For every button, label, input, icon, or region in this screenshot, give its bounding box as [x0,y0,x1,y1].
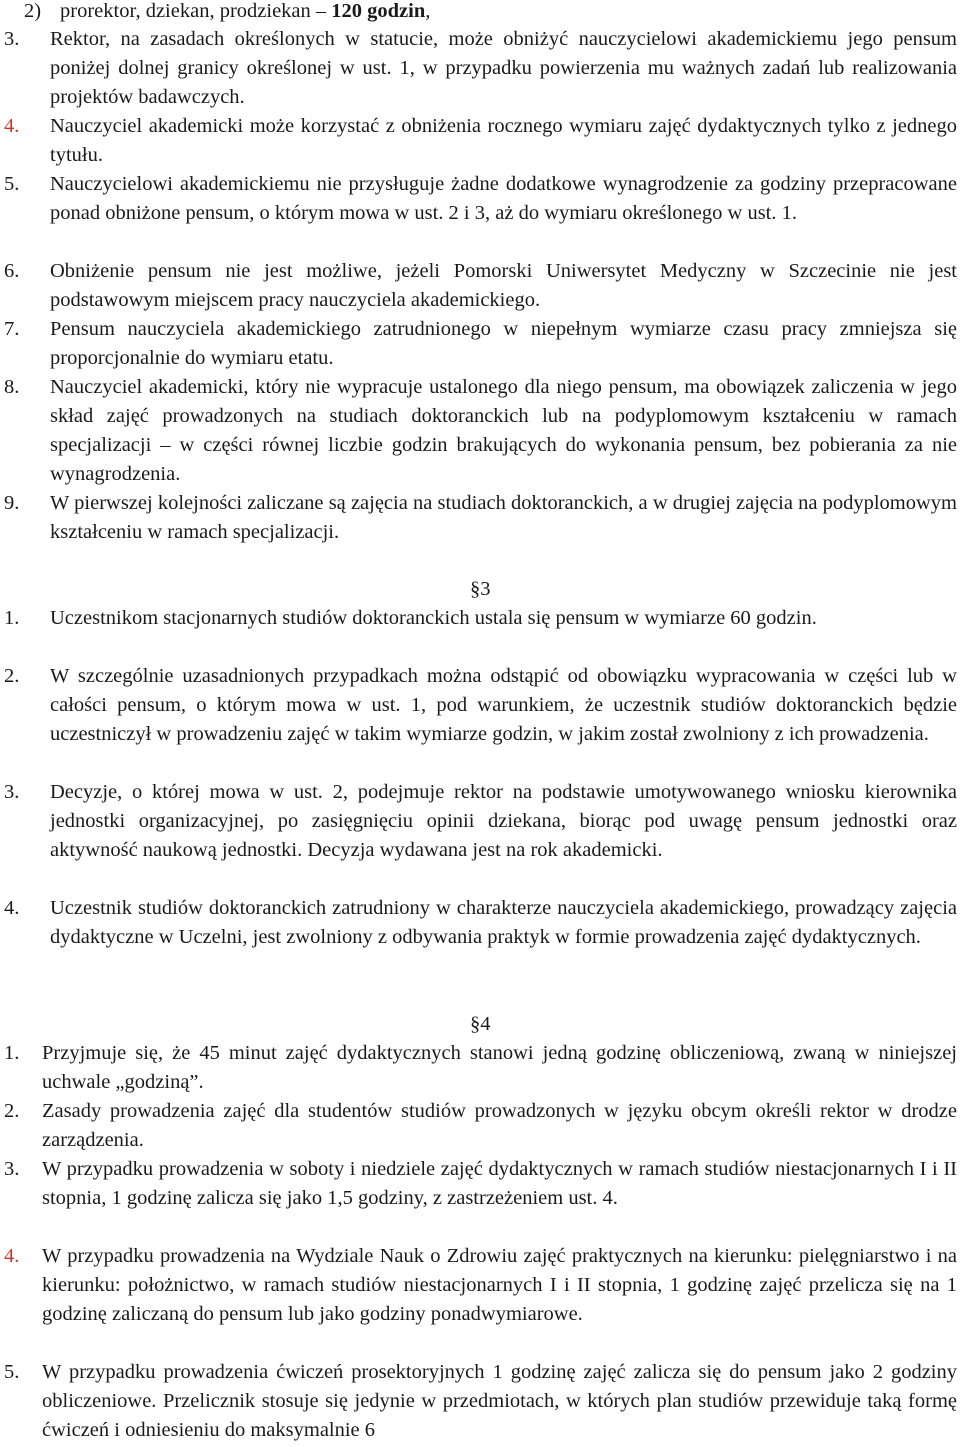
list-item [0,0,950,26]
item-text-end: , [425,0,431,22]
item-text-bold: 120 godzin [331,0,426,22]
item-text: Obniżenie pensum nie jest możliwe, jeżeli Pomorski Uniwersytet Medyczny w Szczecinie nie jest podstawowym miejscem pracy nauczyciela akademickiego. [50,260,957,311]
item-number: 5. [4,1361,20,1383]
item-text: Zasady prowadzenia zajęć dla studentów studiów prowadzonych w języku obcym określi rektor w drodze zarządzenia. [42,1100,957,1151]
list-item [0,894,957,952]
item-number: 4. [4,115,20,137]
item-text: W szczególnie uzasadnionych przypadkach można odstąpić od obowiązku wypracowania w części lub w całości pensum, o którym mowa w ust. 1, pod warunkiem, że uczestnik studiów doktoranckich będzie uczestniczył w prowadzeniu zajęć w takim wymiarze godzin, w jakim został zwolniony z ich prowadzenia. [50,665,957,745]
list-item [0,489,957,547]
item-number: 6. [4,260,20,282]
item-number: 1. [4,1042,20,1064]
list-item [0,315,957,373]
section-heading: §4 [470,1013,491,1035]
list-item [0,662,957,749]
list-item [0,778,957,865]
item-number: 4. [4,897,20,919]
item-number: 1. [4,607,20,629]
list-item [0,170,957,228]
list-item [0,257,957,315]
item-number: 2. [4,1100,20,1122]
item-number: 3. [4,28,20,50]
item-text: Decyzje, o której mowa w ust. 2, podejmuje rektor na podstawie umotywowanego wniosku kierownika jednostki organizacyjnej, po zasięgnięciu opinii dziekana, biorąc pod uwagę pensum jednostki oraz aktywność naukową jednostki. Decyzja wydawana jest na rok akademicki. [50,781,957,861]
item-number: 2) [24,0,42,22]
item-number: 3. [4,1158,20,1180]
item-text: Uczestnik studiów doktoranckich zatrudniony w charakterze nauczyciela akademickiego, prowadzący zajęcia dydaktyczne w Uczelni, jest zwolniony z odbywania praktyk w formie prowadzenia zajęć dydaktycznych. [50,897,957,948]
list-item [0,1242,957,1329]
list-item [0,1039,957,1097]
list-item [0,1155,957,1213]
item-text: Uczestnikom stacjonarnych studiów doktoranckich ustala się pensum w wymiarze 60 godzin. [50,607,817,629]
section-heading: §3 [470,578,491,600]
item-number: 7. [4,318,20,340]
item-number: 8. [4,376,20,398]
list-item [0,373,957,489]
list-item [0,1358,957,1445]
item-text: W przypadku prowadzenia na Wydziale Nauk o Zdrowiu zajęć praktycznych na kierunku: pielęgniarstwo i na kierunku: położnictwo, w ramach studiów niestacjonarnych I i II stopnia, 1 godzinę zajęć przelicza się na 1 godzinę zaliczaną do pensum lub jako godziny ponadwymiarowe. [42,1245,957,1325]
item-text: W pierwszej kolejności zaliczane są zajęcia na studiach doktoranckich, a w drugiej zajęcia na podyplomowym kształceniu w ramach specjalizacji. [50,492,957,543]
item-text: prorektor, dziekan, prodziekan – [60,0,332,22]
item-text: Przyjmuje się, że 45 minut zajęć dydaktycznych stanowi jedną godzinę obliczeniową, zwaną w niniejszej uchwale „godziną”. [42,1042,957,1093]
list-item [0,1097,957,1155]
item-text: Pensum nauczyciela akademickiego zatrudnionego w niepełnym wymiarze czasu pracy zmniejsza się proporcjonalnie do wymiaru etatu. [50,318,957,369]
item-text: Nauczycielowi akademickiemu nie przysługuje żadne dodatkowe wynagrodzenie za godziny przepracowane ponad obniżone pensum, o którym mowa w ust. 2 i 3, aż do wymiaru określonego w ust. 1. [50,173,957,224]
item-number: 2. [4,665,20,687]
item-text: Nauczyciel akademicki, który nie wypracuje ustalonego dla niego pensum, ma obowiązek zaliczenia w jego skład zajęć prowadzonych na studiach doktoranckich lub na podyplomowym kształceniu w ramach specjalizacji – w części równej liczbie godzin brakujących do wykonania pensum, bez pobierania za nie wynagrodzenia. [50,376,957,485]
item-text: W przypadku prowadzenia w soboty i niedziele zajęć dydaktycznych w ramach studiów niestacjonarnych I i II stopnia, 1 godzinę zalicza się jako 1,5 godziny, z zastrzeżeniem ust. 4. [42,1158,957,1209]
item-number: 9. [4,492,20,514]
item-number: 3. [4,781,20,803]
list-item [0,112,957,170]
list-item [0,25,957,112]
item-text: Rektor, na zasadach określonych w statucie, może obniżyć nauczycielowi akademickiemu jego pensum poniżej dolnej granicy określonej w ust. 1, w przypadku powierzenia mu ważnych zadań lub realizowania projektów badawczych. [50,28,957,108]
item-number: 4. [4,1245,20,1267]
item-text: Nauczyciel akademicki może korzystać z obniżenia rocznego wymiaru zajęć dydaktycznych tylko z jednego tytułu. [50,115,957,166]
item-number: 5. [4,173,20,195]
item-text: W przypadku prowadzenia ćwiczeń prosektoryjnych 1 godzinę zajęć zalicza się do pensum jako 2 godziny obliczeniowe. Przelicznik stosuje się jedynie w przedmiotach, w których plan studiów przewiduje taką formę ćwiczeń i odniesieniu do maksymalnie 6 [42,1361,957,1441]
list-item [0,604,957,633]
